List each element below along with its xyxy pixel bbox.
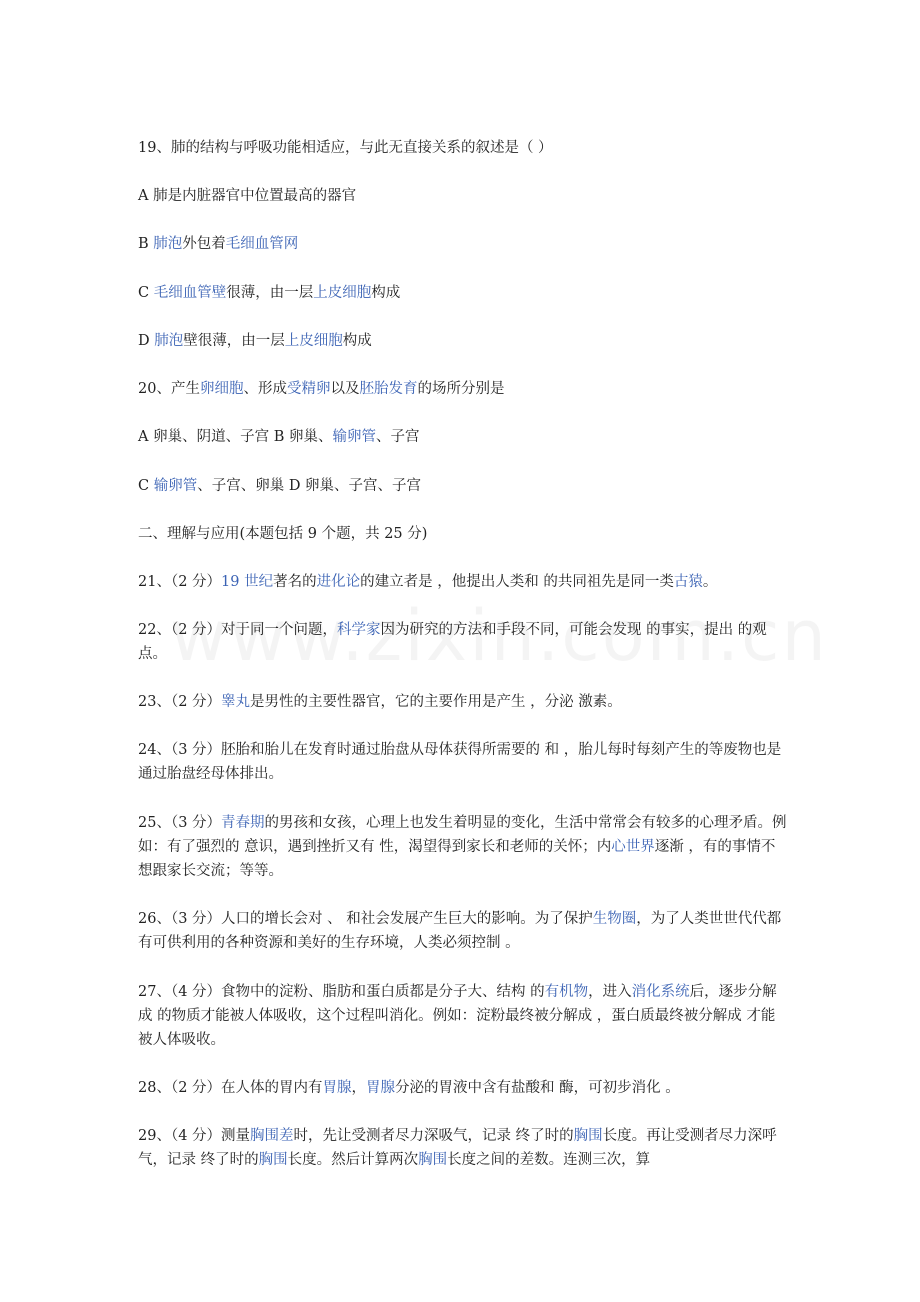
q19-stem: 19、肺的结构与呼吸功能相适应，与此无直接关系的叙述是（ ） xyxy=(138,140,553,156)
q26: 26、（3 分）人口的增长会对 、 和社会发展产生巨大的影响。为了保护生物圈，为了人类世世代代都有可供利用的各种资源和美好的生存环境，人类必须控制 。 xyxy=(138,911,782,951)
link-zygote[interactable]: 受精卵 xyxy=(286,381,331,397)
q20-options-cd: C 输卵管、子宫、卵巢 D 卵巢、子宫、子宫 xyxy=(138,478,422,494)
q29: 29、（4 分）测量胸围差时，先让受测者尽力深吸气，记录 终了时的胸围长度。再让受测者尽力深呼气，记录 终了时的胸围长度。然后计算两次胸围长度之间的差数。连测三次，算 xyxy=(138,1128,777,1168)
link-alveolus[interactable]: 肺泡 xyxy=(153,236,183,252)
link-embryo-development[interactable]: 胚胎发育 xyxy=(359,381,418,397)
link-19th-century[interactable]: 19 世纪 xyxy=(221,574,274,590)
q19-option-c: C 毛细血管壁很薄，由一层上皮细胞构成 xyxy=(138,285,401,301)
link-chest-circumference-difference[interactable]: 胸围差 xyxy=(250,1128,294,1144)
link-biosphere[interactable]: 生物圈 xyxy=(592,911,637,927)
q24: 24、（3 分）胚胎和胎儿在发育时通过胎盘从母体获得所需要的 和 ，胎儿每时每刻产生的等废物也是通过胎盘经母体排出。 xyxy=(138,742,782,782)
section-heading: 二、理解与应用(本题包括 9 个题，共 25 分) xyxy=(138,526,428,542)
q21: 21、（2 分）19 世纪著名的进化论的建立者是 ，他提出人类和 的共同祖先是同一类古猿。 xyxy=(138,574,718,590)
q27: 27、（4 分）食物中的淀粉、脂肪和蛋白质都是分子大、结构 的有机物，进入消化系统后，逐步分解成 的物质才能被人体吸收，这个过程叫消化。例如：淀粉最终被分解成 ，蛋白质最终被分解成 才能被人体吸收。 xyxy=(138,984,777,1048)
link-capillary-wall[interactable]: 毛细血管壁 xyxy=(153,285,227,301)
link-oviduct[interactable]: 输卵管 xyxy=(332,429,376,445)
q20-options-ab: A 卵巢、阴道、子宫 B 卵巢、输卵管、子宫 xyxy=(138,429,420,445)
link-chest-circumference[interactable]: 胸围 xyxy=(573,1128,603,1144)
link-egg-cell[interactable]: 卵细胞 xyxy=(199,381,244,397)
q22: 22、（2 分）对于同一个问题，科学家因为研究的方法和手段不同，可能会发现 的事实，提出 的观点。 xyxy=(138,622,767,662)
q25: 25、（3 分）青春期的男孩和女孩，心理上也发生着明显的变化，生活中常常会有较多的心理矛盾。例如：有了强烈的 意识，遇到挫折又有 性，渴望得到家长和老师的关怀；内心世界逐渐 ，有的事情不想跟家长交流；等等。 xyxy=(138,815,787,879)
link-chest-circumference[interactable]: 胸围 xyxy=(258,1152,288,1168)
q20-stem: 20、产生卵细胞、形成受精卵以及胚胎发育的场所分别是 xyxy=(138,381,505,397)
link-gastric-gland[interactable]: 胃腺 xyxy=(322,1080,352,1096)
link-epithelial-cell[interactable]: 上皮细胞 xyxy=(284,333,343,349)
link-testis[interactable]: 睾丸 xyxy=(221,694,251,710)
link-ancient-ape[interactable]: 古猿 xyxy=(673,574,703,590)
link-inner-world[interactable]: 心世界 xyxy=(611,839,655,855)
link-gastric-gland[interactable]: 胃腺 xyxy=(366,1080,396,1096)
link-digestive-system[interactable]: 消化系统 xyxy=(631,984,690,1000)
link-organic-matter[interactable]: 有机物 xyxy=(544,984,589,1000)
q23: 23、（2 分）睾丸是男性的主要性器官，它的主要作用是产生 ，分泌 激素。 xyxy=(138,694,622,710)
link-puberty[interactable]: 青春期 xyxy=(221,815,265,831)
link-alveolus[interactable]: 肺泡 xyxy=(154,333,184,349)
link-capillary-network[interactable]: 毛细血管网 xyxy=(225,236,299,252)
link-chest-circumference[interactable]: 胸围 xyxy=(418,1152,448,1168)
q19-option-b: B 肺泡外包着毛细血管网 xyxy=(138,236,299,252)
q19-option-d: D 肺泡壁很薄，由一层上皮细胞构成 xyxy=(138,333,372,349)
link-scientist[interactable]: 科学家 xyxy=(337,622,381,638)
link-epithelial-cell[interactable]: 上皮细胞 xyxy=(313,285,372,301)
link-evolution-theory[interactable]: 进化论 xyxy=(316,574,361,590)
link-oviduct[interactable]: 输卵管 xyxy=(153,478,198,494)
q28: 28、（2 分）在人体的胃内有胃腺，胃腺分泌的胃液中含有盐酸和 酶，可初步消化 。 xyxy=(138,1080,680,1096)
q19-option-a: A 肺是内脏器官中位置最高的器官 xyxy=(138,188,357,204)
